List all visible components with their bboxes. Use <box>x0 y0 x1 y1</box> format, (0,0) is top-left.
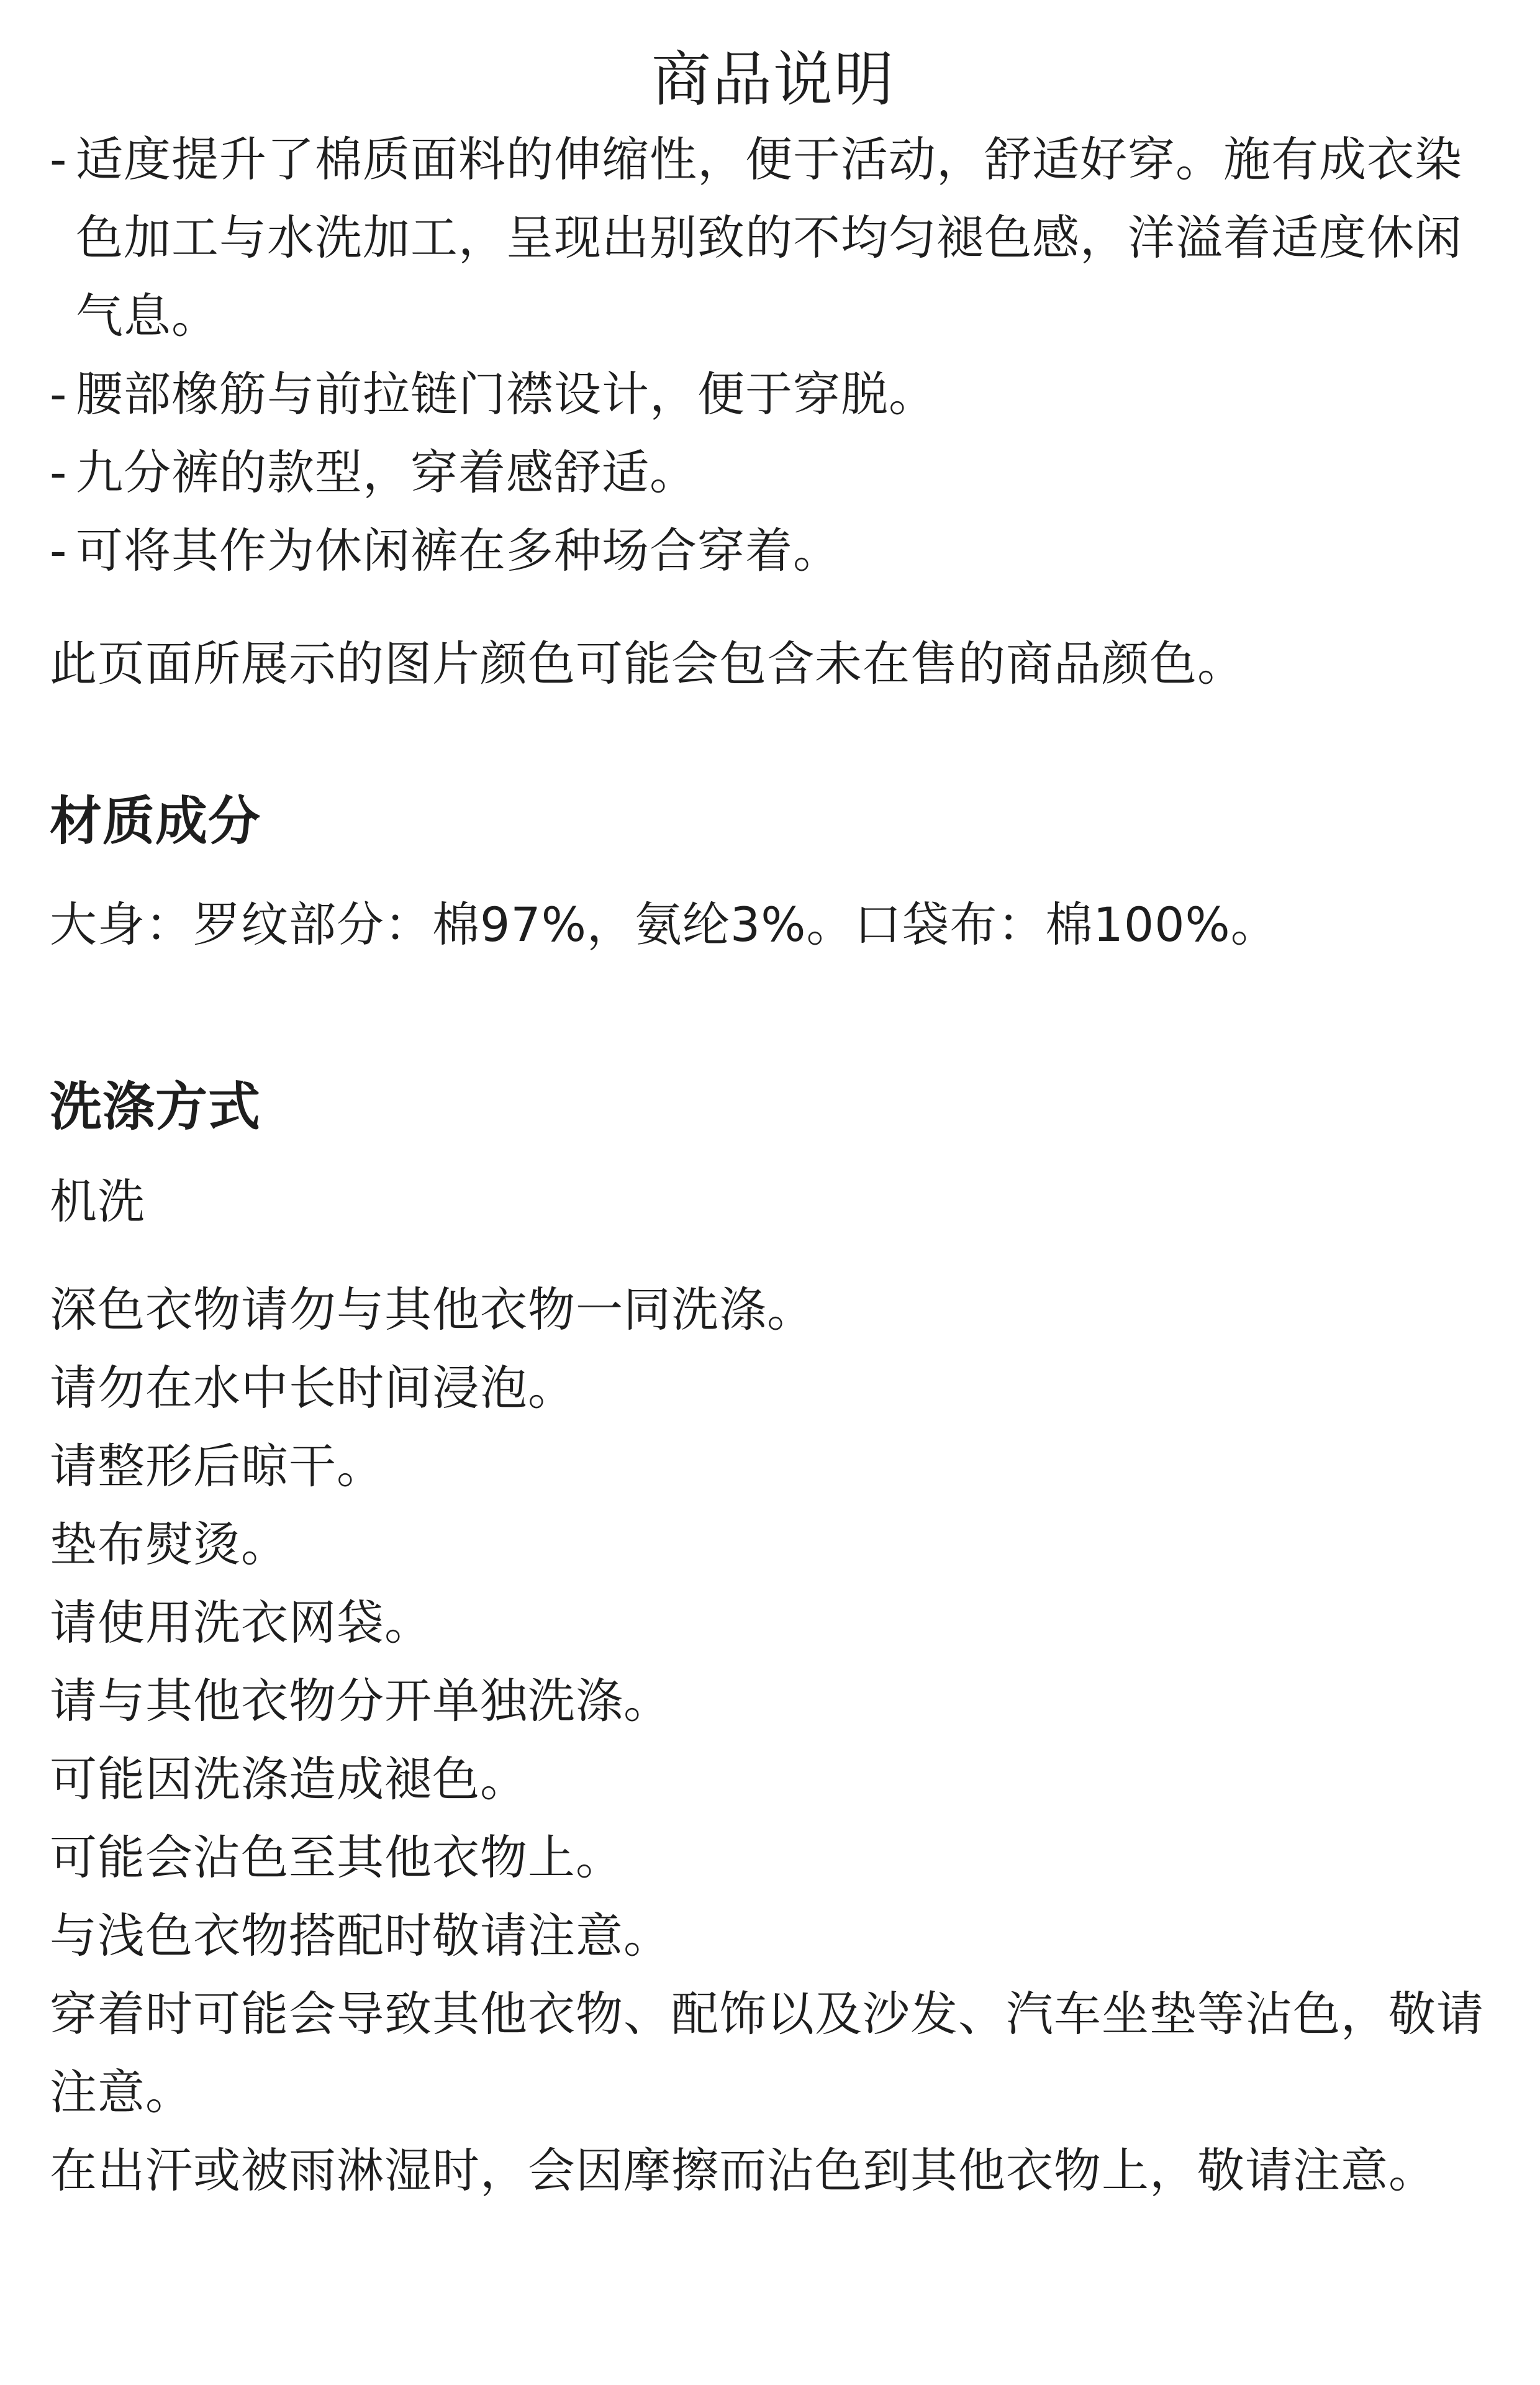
page-title: 商品说明 <box>651 45 895 114</box>
washing-instructions-list <box>50 1271 1497 2210</box>
description-item <box>50 512 1497 590</box>
material-composition: 大身：罗纹部分：棉97%，氨纶3%。口袋布：棉100%。 <box>50 897 1279 952</box>
washing-instruction: 可能会沾色至其他衣物上。 <box>50 1830 623 1885</box>
bullet-marker: - <box>50 445 68 500</box>
color-note: 此页面所展示的图片颜色可能会包含未在售的商品颜色。 <box>50 636 1245 691</box>
product-description-page <box>50 0 1497 2210</box>
description-item <box>50 355 1497 434</box>
washing-instruction: 在出汗或被雨淋湿时，会因摩擦而沾色到其他衣物上，敬请注意。 <box>50 2143 1436 2198</box>
description-list <box>50 120 1497 590</box>
washing-instruction: 可能因洗涤造成褪色。 <box>50 1751 528 1807</box>
washing-instruction: 请与其他衣物分开单独洗涤。 <box>50 1673 671 1729</box>
washing-method: 机洗 <box>50 1174 145 1229</box>
bullet-marker: - <box>50 366 68 422</box>
description-item-text: 腰部橡筋与前拉链门襟设计，便于穿脱。 <box>76 366 936 422</box>
washing-instruction: 请整形后晾干。 <box>50 1438 384 1494</box>
washing-instruction: 请勿在水中长时间浸泡。 <box>50 1360 576 1415</box>
description-item-text: 适度提升了棉质面料的伸缩性，便于活动，舒适好穿。施有成衣染色加工与水洗加工，呈现出别致的不均匀褪色感，洋溢着适度休闲气息。 <box>76 132 1462 343</box>
bullet-marker: - <box>50 132 68 187</box>
washing-instruction: 请使用洗衣网袋。 <box>50 1595 432 1650</box>
washing-instruction: 与浅色衣物搭配时敬请注意。 <box>50 1908 671 1963</box>
description-item <box>50 120 1497 355</box>
description-item <box>50 434 1497 512</box>
bullet-marker: - <box>50 523 68 578</box>
washing-instruction: 穿着时可能会导致其他衣物、配饰以及沙发、汽车坐垫等沾色，敬请注意。 <box>50 1986 1484 2120</box>
material-heading: 材质成分 <box>50 791 261 852</box>
washing-instruction: 垫布熨烫。 <box>50 1517 289 1572</box>
description-item-text: 九分裤的款型，穿着感舒适。 <box>76 445 697 500</box>
description-item-text: 可将其作为休闲裤在多种场合穿着。 <box>76 523 841 578</box>
washing-instruction: 深色衣物请勿与其他衣物一同洗涤。 <box>50 1282 815 1337</box>
washing-heading: 洗涤方式 <box>50 1076 261 1137</box>
